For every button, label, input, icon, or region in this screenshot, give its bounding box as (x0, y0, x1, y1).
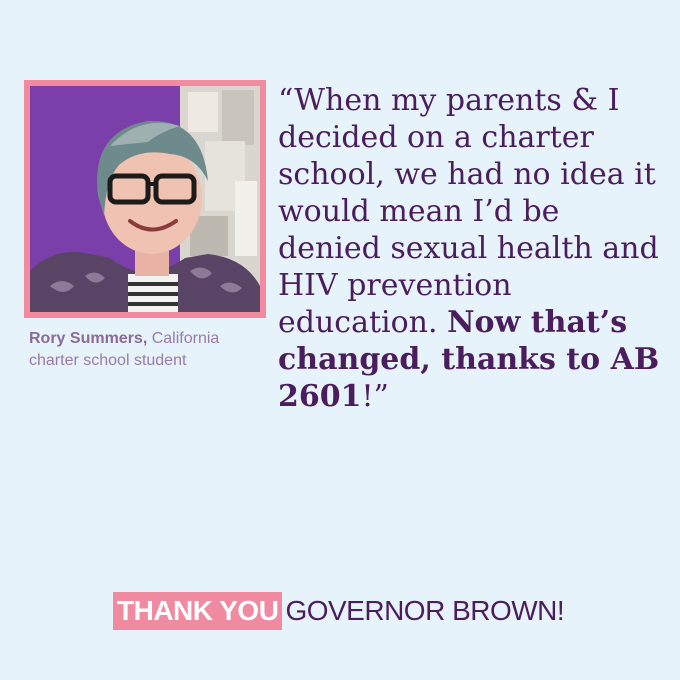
photo-frame (24, 80, 266, 318)
quote-open-mark: “ (278, 83, 295, 118)
student-photo (30, 86, 260, 312)
student-name: Rory Summers, (29, 330, 148, 347)
quote-close: !” (361, 379, 389, 414)
thank-you-highlight: THANK YOU (113, 592, 282, 630)
testimonial-quote (278, 82, 668, 415)
thank-you-banner (113, 592, 564, 630)
photo-caption (29, 328, 269, 372)
quote-highlight: Now that’s changed, thanks to AB 2601 (278, 305, 660, 414)
governor-text: GOVERNOR BROWN! (285, 595, 565, 626)
student-description: California charter school student (29, 330, 220, 369)
quote-text: When my parents & I decided on a charter school, we had no idea it would mean I’d be denied sexual health and HIV prevention education. (278, 83, 659, 340)
